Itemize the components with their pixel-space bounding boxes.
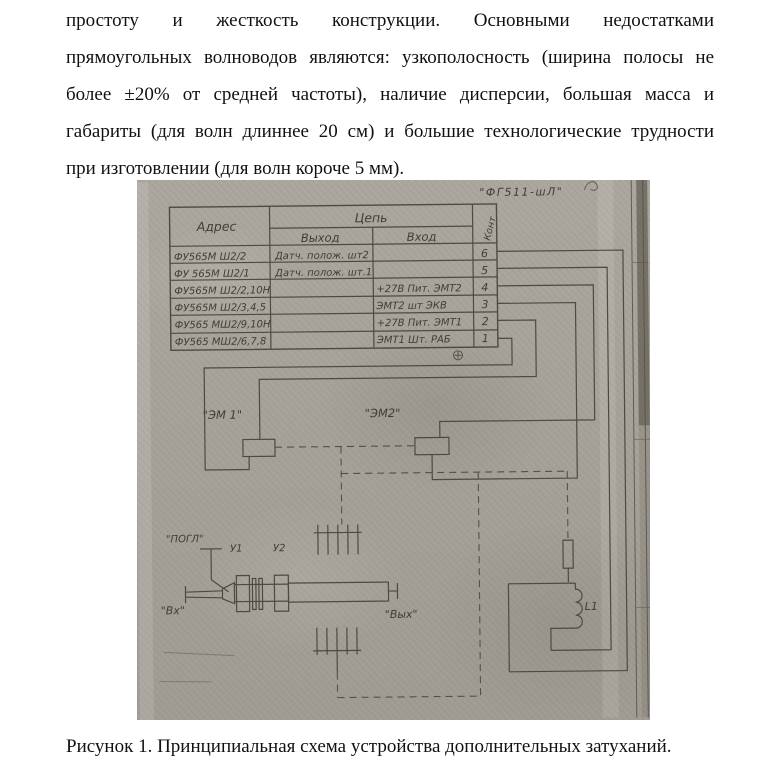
row-address: ФУ 565М Ш2/1 bbox=[174, 268, 250, 281]
em1-label: "ЭМ 1" bbox=[202, 407, 243, 422]
u1-flange bbox=[236, 576, 249, 612]
schematic-drawing bbox=[137, 180, 650, 720]
row-address: ФУ565 МШ2/9,10Н bbox=[174, 319, 271, 332]
row-input: ЭМТ2 шт ЭКВ bbox=[376, 300, 447, 313]
waveguide-body bbox=[288, 582, 388, 602]
u2-label: У2 bbox=[272, 543, 286, 555]
em2-label: "ЭМ2" bbox=[364, 405, 401, 421]
wire-contact-3 bbox=[430, 303, 577, 480]
paragraph-line: простоту и жесткость конструкции. Основными недостатками bbox=[66, 10, 714, 31]
waveguide-assembly bbox=[185, 574, 397, 612]
row-input: +27В Пит. ЭМТ1 bbox=[376, 317, 463, 330]
u2-flange bbox=[274, 575, 288, 611]
body-paragraph bbox=[66, 0, 714, 188]
paper-scratches bbox=[159, 652, 234, 683]
row-address: ФУ565 МШ2/6,7,8 bbox=[174, 336, 267, 349]
em2-electromagnet bbox=[365, 405, 450, 455]
output-port-label: "Вых" bbox=[384, 607, 418, 622]
row-input: ЭМТ1 Шт. РАБ bbox=[376, 334, 451, 347]
upper-attenuator-vane bbox=[314, 524, 362, 555]
absorber-symbol bbox=[200, 549, 228, 592]
row-contact: 3 bbox=[481, 297, 489, 312]
row-contact: 5 bbox=[481, 263, 489, 278]
row-address: ФУ565М Ш2/3,4,5 bbox=[174, 302, 267, 315]
l1-sensor-block bbox=[508, 540, 583, 672]
l1-coil bbox=[550, 583, 582, 650]
em1-electromagnet bbox=[203, 407, 276, 457]
wire-contact-1 bbox=[204, 338, 513, 470]
circled-plus-mark bbox=[453, 351, 462, 360]
row-contact: 6 bbox=[480, 246, 489, 261]
row-address: ФУ565М Ш2/2,10Н bbox=[174, 285, 271, 298]
input-port-label: "Вх" bbox=[160, 604, 185, 618]
pencil-mark bbox=[584, 182, 597, 191]
row-output: Датч. полож. шт.1 bbox=[275, 267, 373, 280]
u1-label: У1 bbox=[229, 543, 243, 555]
em1-coil-box bbox=[243, 439, 275, 456]
output-header: Выход bbox=[300, 230, 340, 245]
contact-header: Конт bbox=[482, 215, 499, 242]
wire-contact-4 bbox=[438, 285, 595, 438]
row-output: Датч. полож. шт2 bbox=[274, 250, 369, 263]
circuit-header: Цепь bbox=[354, 210, 388, 226]
figure-caption: Рисунок 1. Принципиальная схема устройства дополнительных затуханий. bbox=[66, 736, 672, 757]
row-contact: 2 bbox=[481, 314, 489, 329]
mechanical-linkage-dashed bbox=[272, 444, 570, 698]
paragraph-line: более ±20% от средней частоты), наличие дисперсии, большая масса и bbox=[66, 83, 714, 105]
row-input: +27В Пит. ЭМТ2 bbox=[376, 283, 462, 296]
pogl-label: "ПОГЛ" bbox=[165, 533, 204, 546]
address-header: Адрес bbox=[196, 218, 237, 235]
row-address: ФУ565М Ш2/2 bbox=[173, 251, 247, 264]
row-contact: 1 bbox=[481, 331, 489, 346]
input-header: Вход bbox=[406, 229, 437, 244]
paragraph-line: при изготовлении (для волн короче 5 мм). bbox=[66, 157, 405, 179]
figure-photo bbox=[137, 180, 650, 720]
paragraph-line: габариты (для волн длиннее 20 см) и большие технологические трудности bbox=[66, 120, 714, 142]
sensor-contact bbox=[563, 540, 573, 568]
em2-coil-box bbox=[415, 437, 449, 454]
drawing-code-label: "ФГ511-шЛ" bbox=[479, 185, 564, 200]
paragraph-line: прямоугольных волноводов являются: узкополосность (ширина полосы не bbox=[66, 46, 714, 68]
row-contact: 4 bbox=[481, 280, 489, 295]
lower-attenuator-vane bbox=[313, 627, 361, 673]
l1-label: L1 bbox=[584, 599, 598, 614]
